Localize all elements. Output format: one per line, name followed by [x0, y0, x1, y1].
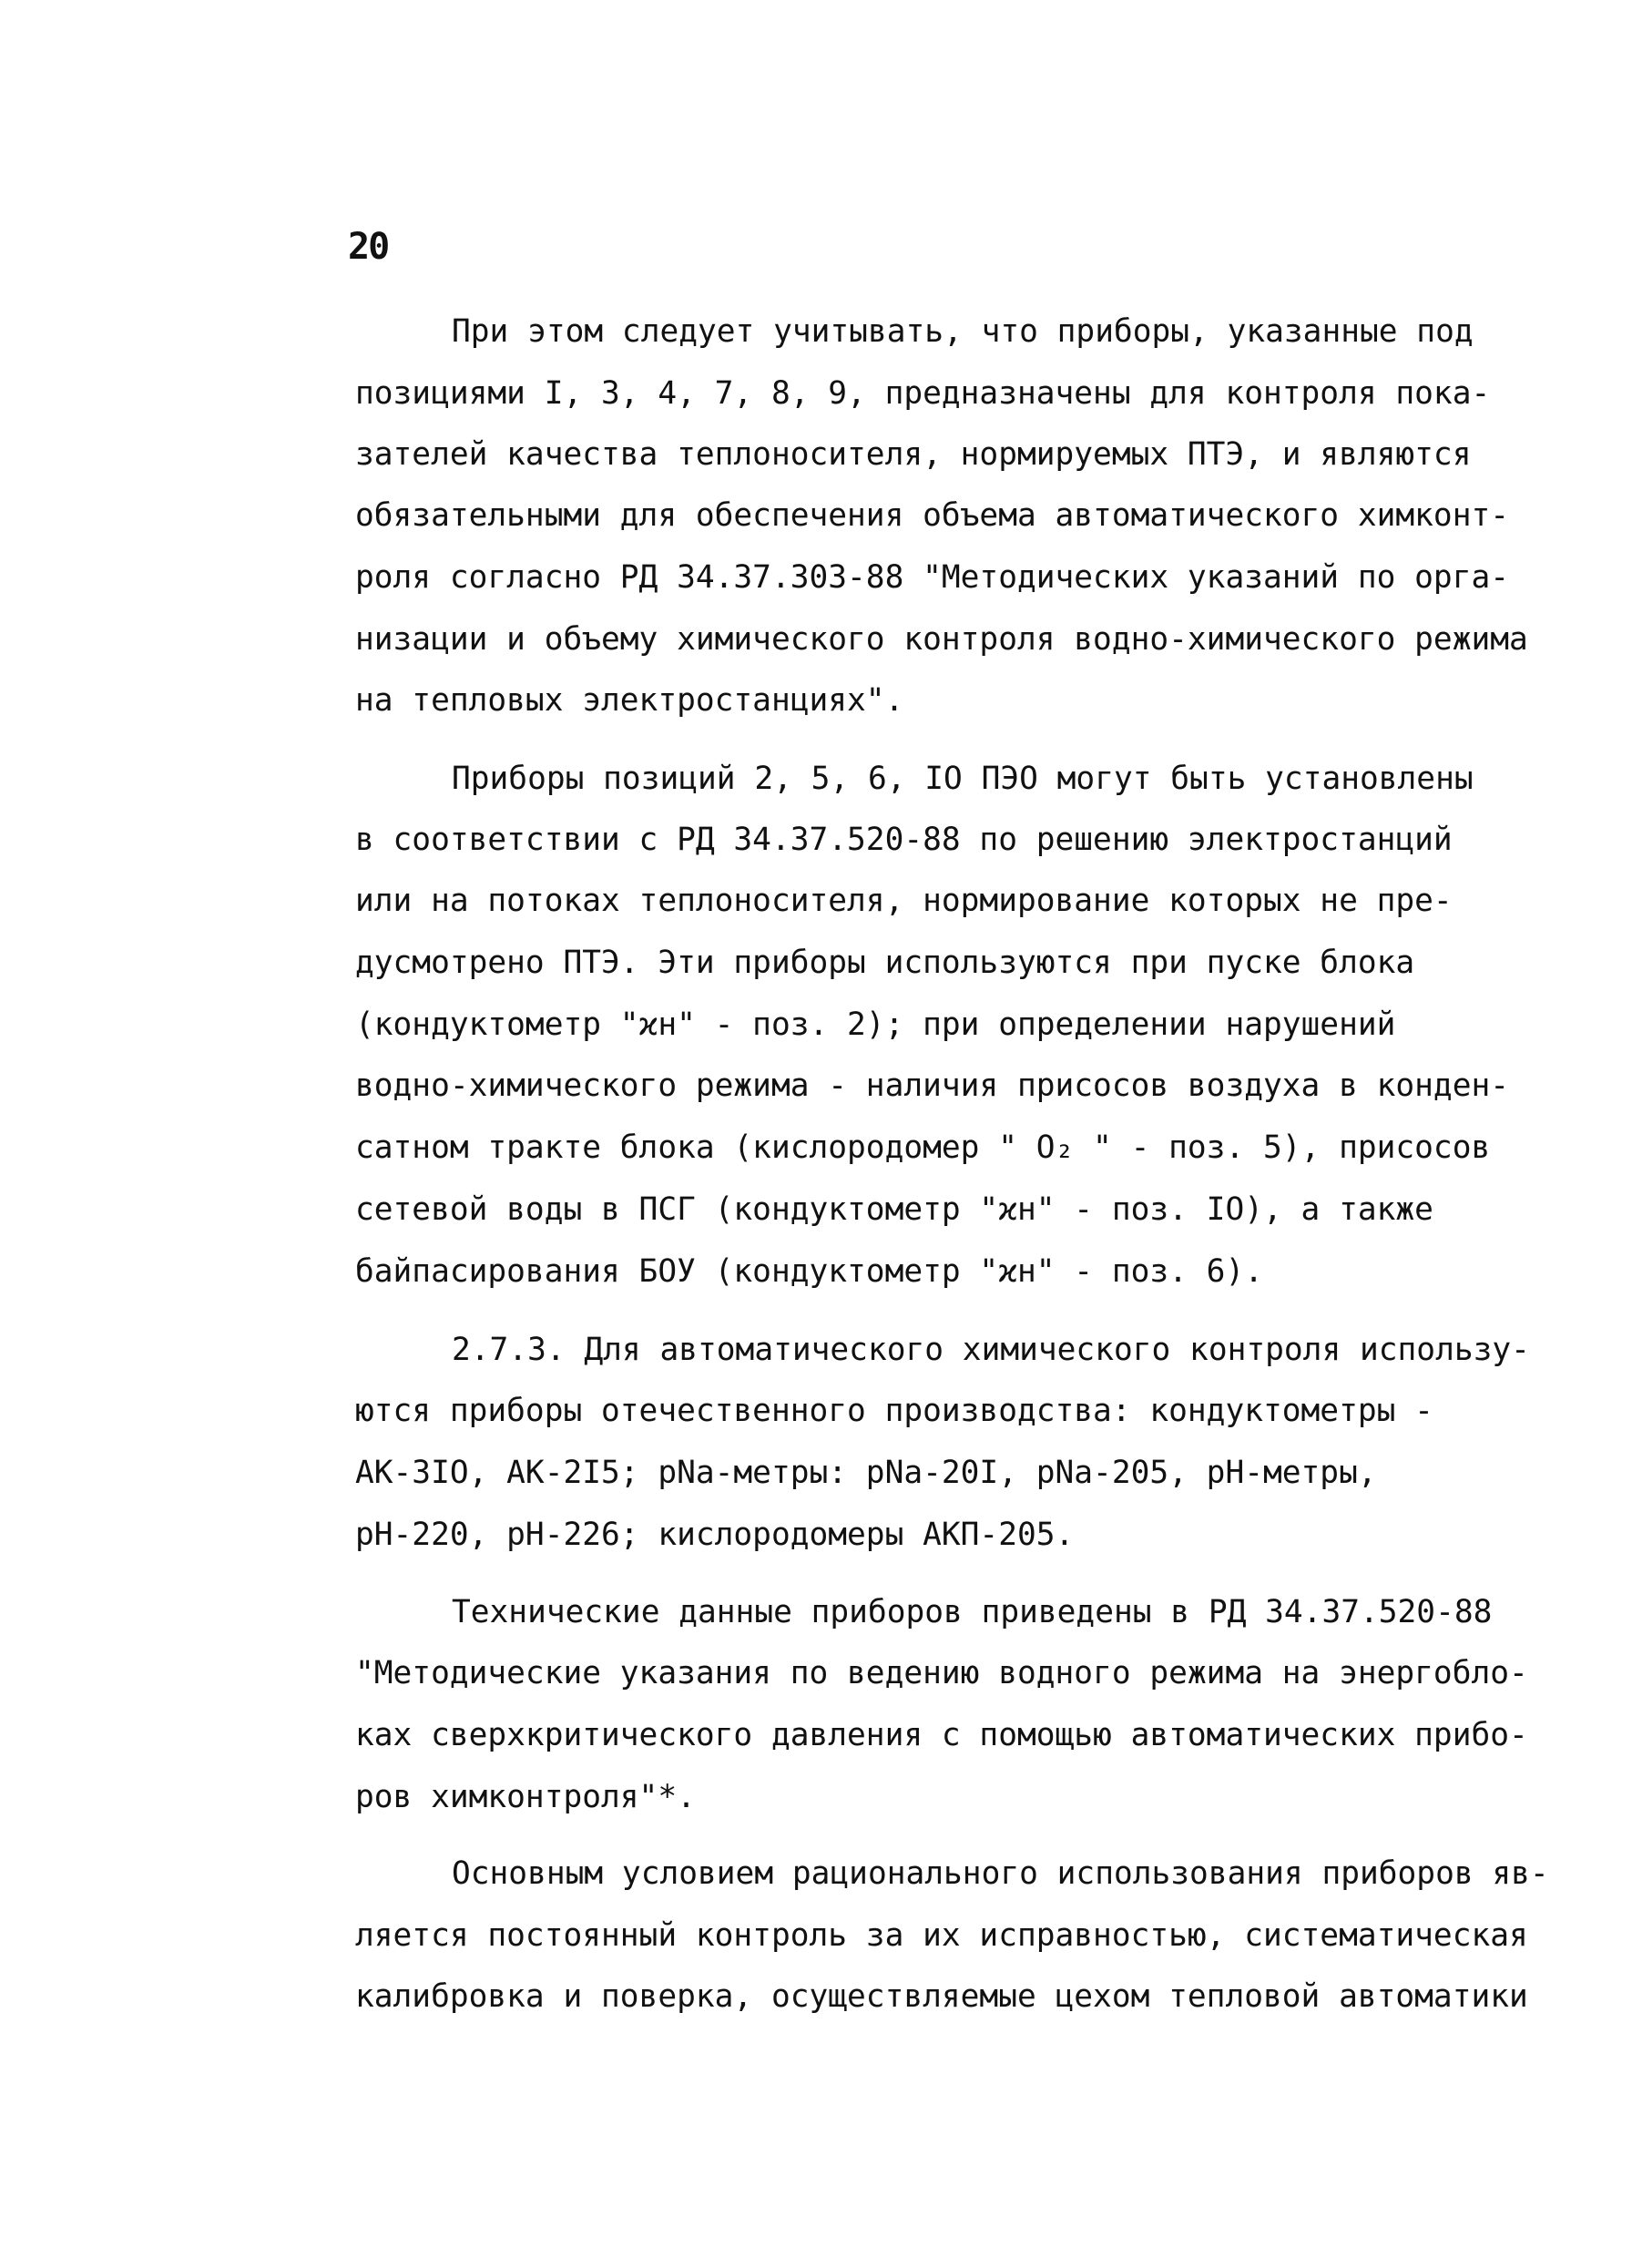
text-line: ках сверхкритического давления с помощью автоматических прибо- [355, 1717, 1528, 1753]
text-line: Технические данные приборов приведены в РД 34.37.520-88 [452, 1594, 1493, 1630]
text-line: Приборы позиций 2, 5, 6, IО ПЭО могут быть установлены [452, 761, 1474, 797]
text-line: калибровка и поверка, осуществляемые цехом тепловой автоматики [355, 1978, 1528, 2015]
text-line: роля согласно РД 34.37.303-88 "Методических указаний по орга- [355, 559, 1510, 596]
text-line: обязательными для обеспечения объема автоматического химконт- [355, 497, 1510, 534]
text-line: ляется постоянный контроль за их исправностью, систематическая [355, 1917, 1528, 1954]
text-line: "Методические указания по ведению водного режима на энергобло- [355, 1655, 1528, 1691]
text-line: ров химконтроля"*. [355, 1779, 696, 1815]
page-number: 20 [348, 226, 389, 268]
text-line: ются приборы отечественного производства: кондуктометры - [355, 1393, 1433, 1429]
text-line: дусмотрено ПТЭ. Эти приборы используются при пуске блока [355, 945, 1415, 981]
text-line: водно-химического режима - наличия присосов воздуха в конден- [355, 1068, 1510, 1104]
text-line: АК-3IО, АК-2I5; pNa-метры: pNa-20I, pNa-205, pH-метры, [355, 1455, 1377, 1491]
text-line: сатном тракте блока (кислородомер " O₂ " - поз. 5), присосов [355, 1129, 1491, 1166]
text-line: в соответствии с РД 34.37.520-88 по решению электростанций [355, 822, 1453, 858]
text-line: сетевой воды в ПСГ (кондуктометр "ϰн" - поз. IО), а также [355, 1191, 1433, 1228]
text-line: на тепловых электростанциях". [355, 682, 904, 719]
text-line: или на потоках теплоносителя, нормирование которых не пре- [355, 883, 1453, 919]
text-line: позициями I, 3, 4, 7, 8, 9, предназначены для контроля пока- [355, 375, 1491, 412]
text-line: низации и объему химического контроля водно-химического режима [355, 621, 1528, 658]
text-line: (кондуктометр "ϰн" - поз. 2); при определении нарушений [355, 1006, 1396, 1043]
text-line: pH-220, pH-226; кислородомеры АКП-205. [355, 1517, 1075, 1553]
text-line: зателей качества теплоносителя, нормируемых ПТЭ, и являются [355, 436, 1472, 473]
text-line: 2.7.3. Для автоматического химического контроля использу- [452, 1332, 1530, 1368]
text-line: байпасирования БОУ (кондуктометр "ϰн" - поз. 6). [355, 1253, 1263, 1290]
text-line: При этом следует учитывать, что приборы, указанные под [452, 313, 1474, 350]
text-line: Основным условием рационального использования приборов яв- [452, 1855, 1549, 1892]
